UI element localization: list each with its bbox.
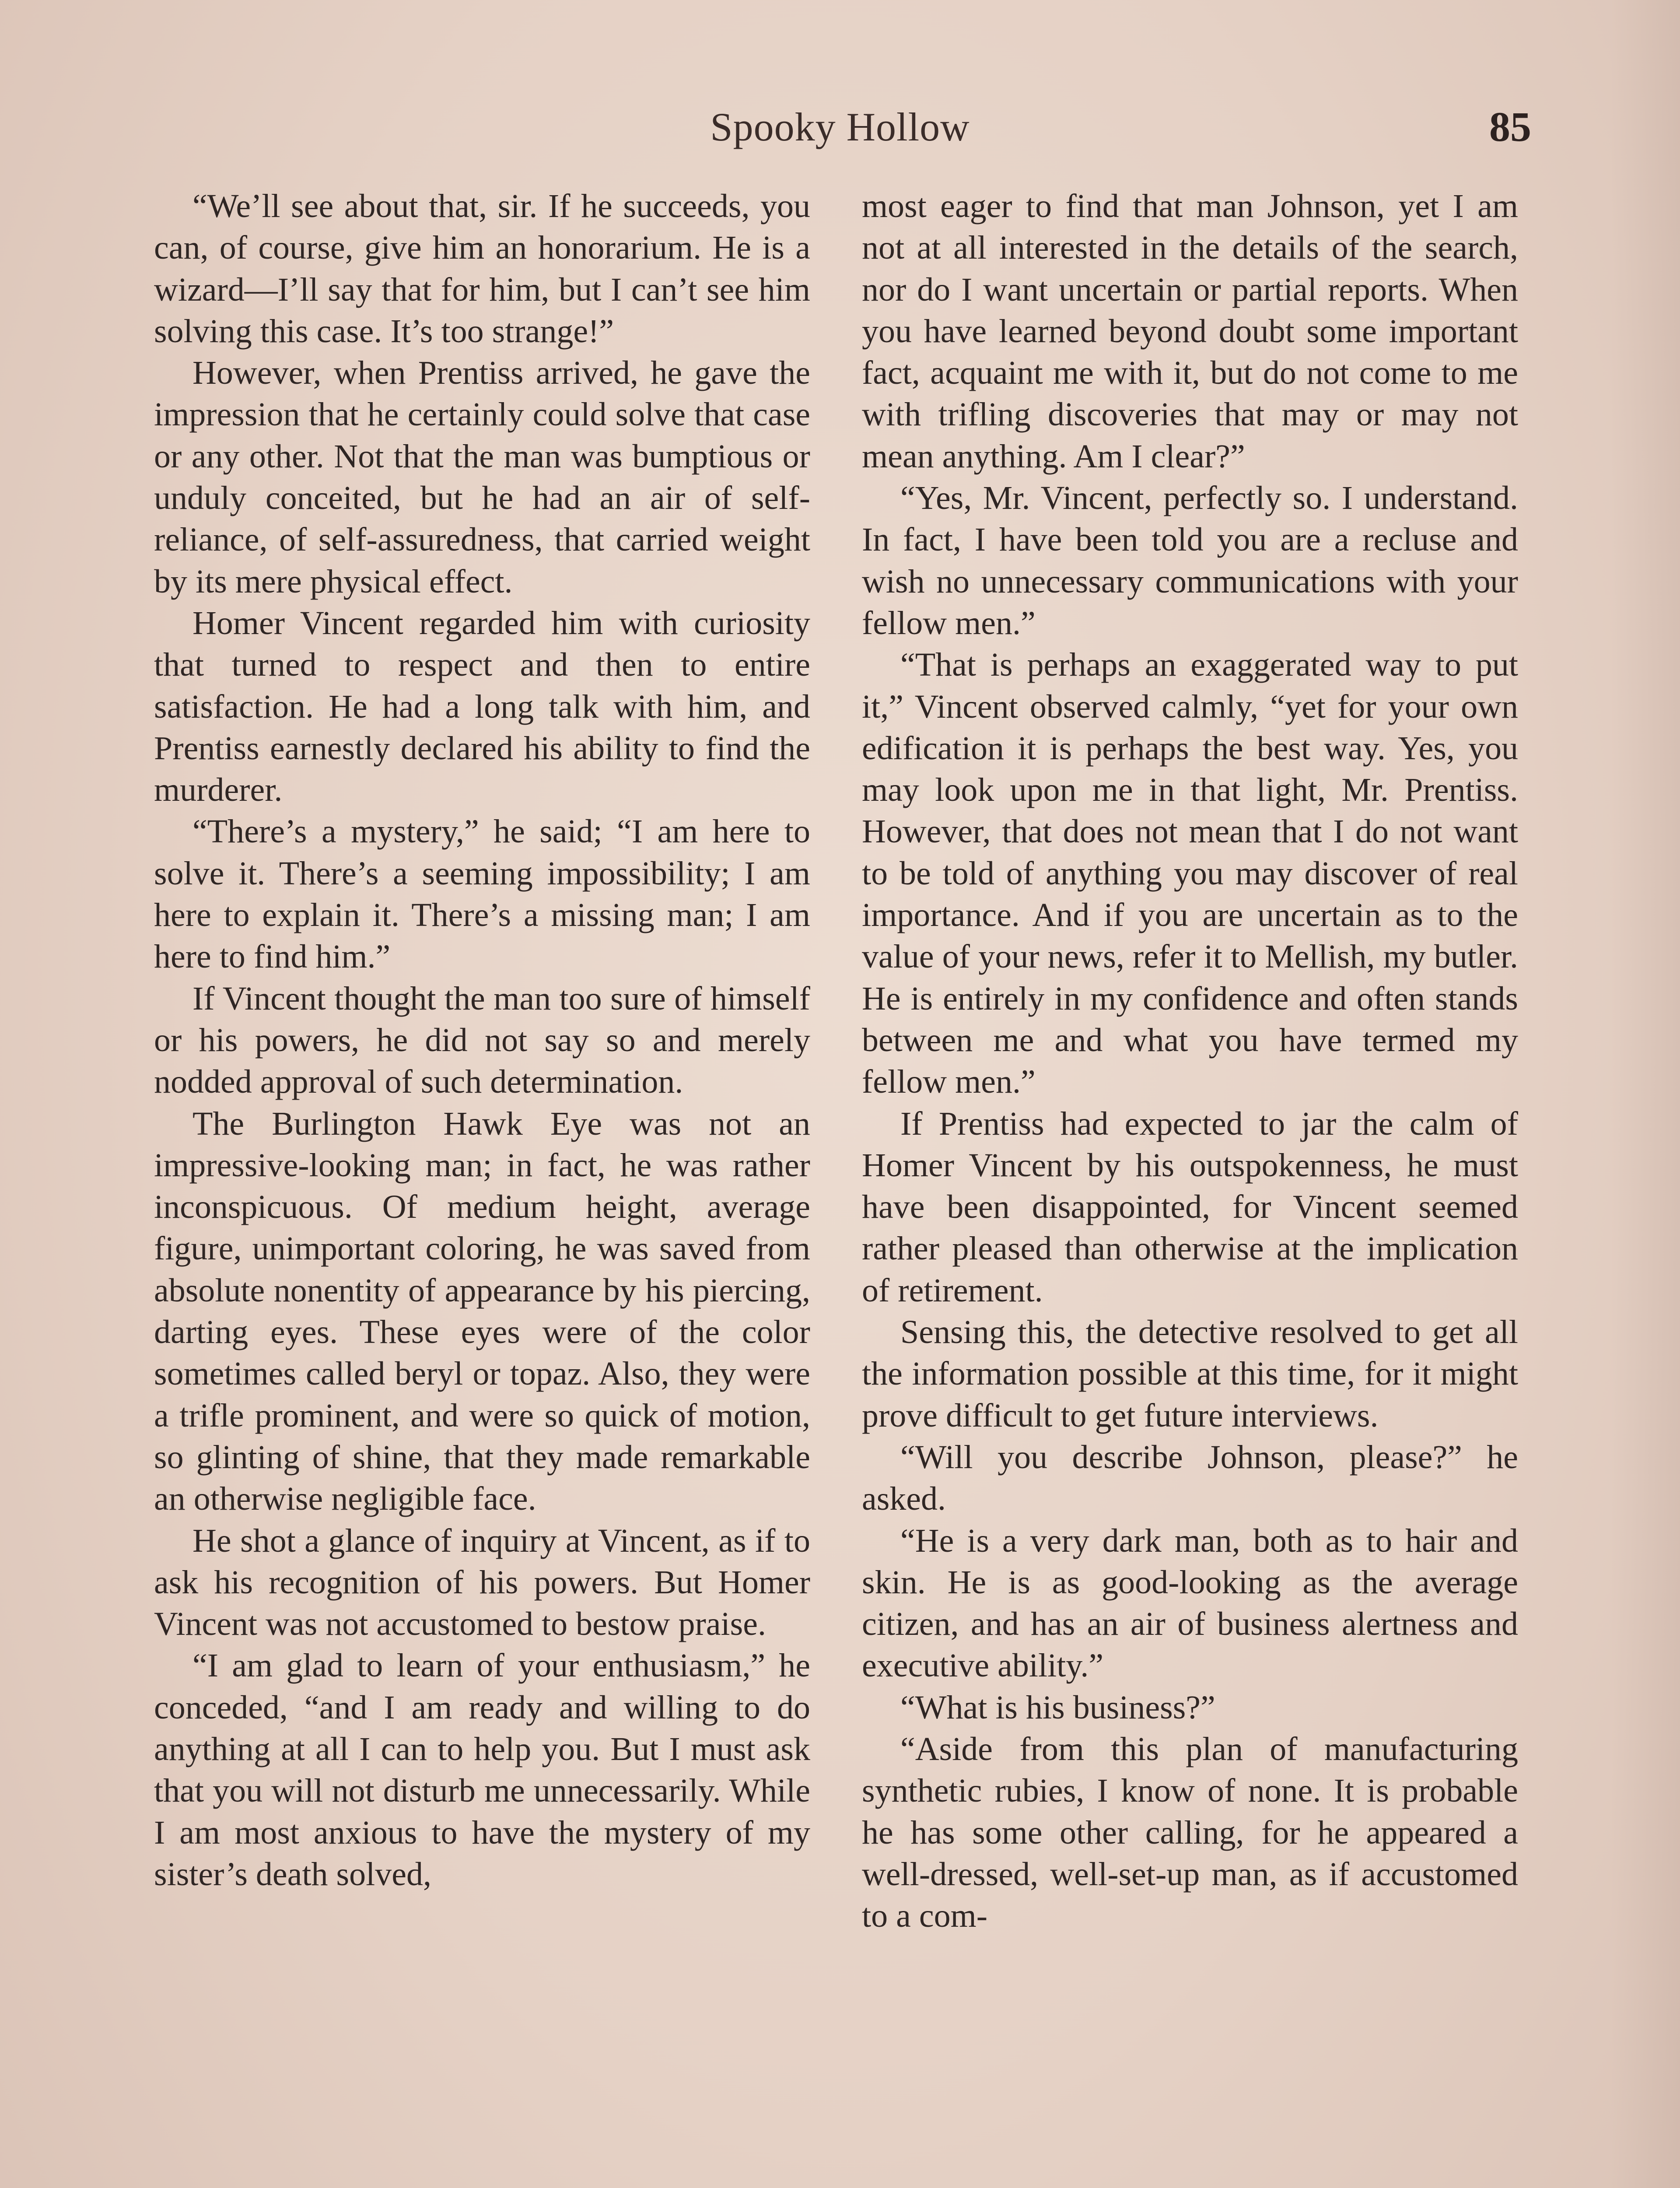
- paragraph: Sensing this, the detective resolved to get all the information possible at this time, for it might prove difficult to get future interviews.: [862, 1314, 1518, 1434]
- paragraph: Homer Vincent regarded him with curiosity that turned to respect and then to entire satisfaction. He had a long talk with him, and Prentiss earnestly declared his ability to find the murderer.: [154, 604, 810, 809]
- paragraph: “Will you describe Johnson, please?” he asked.: [862, 1438, 1518, 1518]
- page-number: 85: [1489, 103, 1531, 150]
- paragraph: “What is his business?”: [900, 1689, 1215, 1726]
- paragraph: If Prentiss had expected to jar the calm of Homer Vincent by his outspokenness, he must have been disappointed, for Vincent seemed rather pleased than otherwise at the implication of retirement.: [862, 1105, 1518, 1309]
- paragraph: “That is perhaps an exaggerated way to put it,” Vincent observed calmly, “yet for your own edification it is perhaps the best way. Yes, you may look upon me in that light, Mr. Prentiss. However, that does not mean that I do not want to be told of anything you may discover of real importance. And if you are uncertain as to the value of your news, refer it to Mellish, my butler. He is entirely in my confidence and often stands between me and what you have termed my fellow men.”: [862, 646, 1518, 1101]
- page-header: [149, 96, 1531, 158]
- continued-paragraph: most eager to find that man Johnson, yet I am not at all interested in the details of the search, nor do I want uncertain or partial reports. When you have learned beyond doubt some important fact, acquaint me with it, but do not come to me with trifling discoveries that may or may not mean anything. Am I clear?”: [862, 188, 1518, 475]
- paragraph: “He is a very dark man, both as to hair and skin. He is as good-looking as the average citizen, and has an air of business alertness and executive ability.”: [862, 1522, 1518, 1684]
- paragraph: “I am glad to learn of your enthusiasm,” he conceded, “and I am ready and willing to do anything at all I can to help you. But I must ask that you will not disturb me unnecessarily. While I am most anxious to have the mystery of my sister’s death solved,: [154, 1647, 810, 1893]
- paragraph: The Burlington Hawk Eye was not an impressive-looking man; in fact, he was rather inconspicuous. Of medium height, average figure, unimportant coloring, he was saved from absolute nonentity of appearance by his piercing, darting eyes. These eyes were of the color sometimes called beryl or topaz. Also, they were a trifle prominent, and were so quick of motion, so glinting of shine, that they made remarkable an otherwise negligible face.: [154, 1105, 810, 1518]
- paragraph: He shot a glance of inquiry at Vincent, as if to ask his recognition of his powers. But Homer Vincent was not accustomed to bestow praise.: [154, 1522, 810, 1643]
- paragraph: “Yes, Mr. Vincent, perfectly so. I understand. In fact, I have been told you are a recluse and wish no unnecessary communications with your fellow men.”: [862, 480, 1518, 642]
- right-column: [862, 186, 1518, 1937]
- page-edge-shadow: [1610, 0, 1680, 2188]
- paragraph: “Aside from this plan of manufacturing synthetic rubies, I know of none. It is probable he has some other calling, for he appeared a well-dressed, well-set-up man, as if accustomed to a com-: [862, 1730, 1518, 1935]
- left-column: [154, 186, 810, 1895]
- paragraph: “There’s a mystery,” he said; “I am here to solve it. There’s a seeming impossibility; I am here to explain it. There’s a missing man; I am here to find him.”: [154, 813, 810, 975]
- running-title: Spooky Hollow: [710, 105, 970, 149]
- paragraph: If Vincent thought the man too sure of himself or his powers, he did not say so and merely nodded approval of such determination.: [154, 980, 810, 1101]
- paragraph: “We’ll see about that, sir. If he succeeds, you can, of course, give him an honorarium. He is a wizard—I’ll say that for him, but I can’t see him solving this case. It’s too strange!”: [154, 188, 810, 350]
- paragraph: However, when Prentiss arrived, he gave the impression that he certainly could solve that case or any other. Not that the man was bumptious or unduly conceited, but he had an air of self-reliance, of self-assuredness, that carried weight by its mere physical effect.: [154, 354, 810, 600]
